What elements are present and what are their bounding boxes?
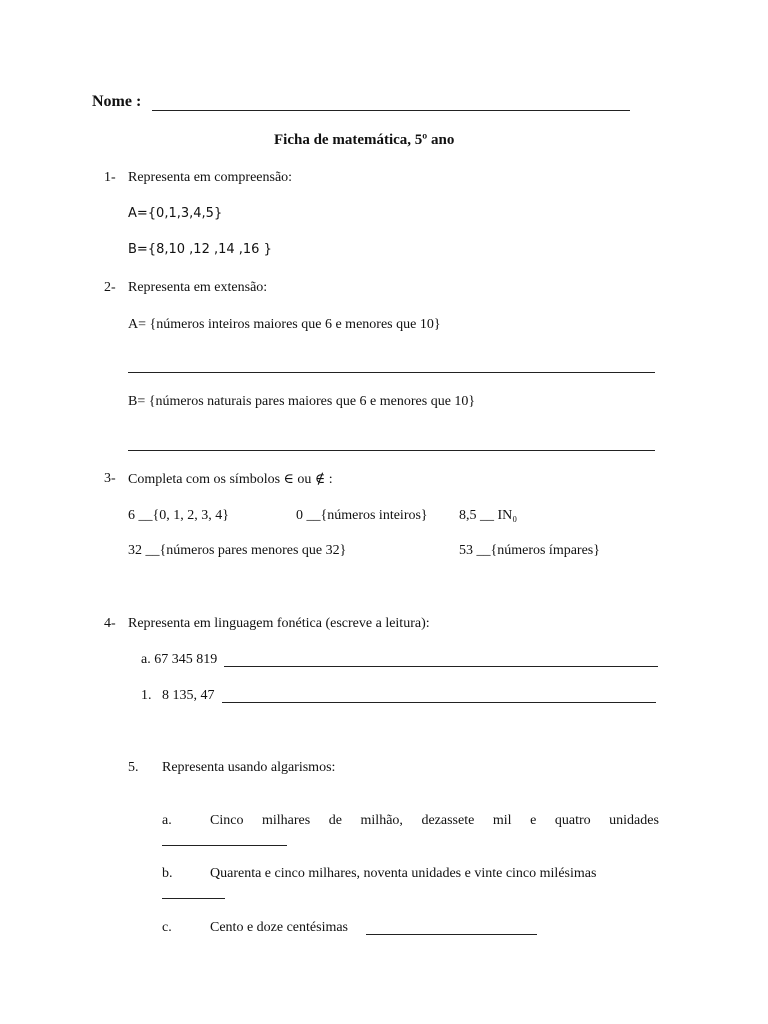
q5-item-b-label: b. (162, 866, 173, 881)
q3-item-1: 6 __{0, 1, 2, 3, 4} (128, 508, 229, 523)
q2-number: 2- (104, 280, 116, 295)
q5-item-b-text: Quarenta e cinco milhares, noventa unidades e vinte cinco milésimas (210, 866, 597, 881)
q5-item-a-text (210, 813, 659, 829)
q5-item-a-word: milhão, (360, 813, 403, 828)
q2-prompt: Representa em extensão: (128, 280, 268, 295)
q2-set-b: B= {números naturais pares maiores que 6 e menores que 10} (128, 394, 476, 409)
name-label: Nome : (92, 93, 142, 110)
q5-item-a-word: Cinco (210, 813, 244, 828)
q2-set-a: A= {números inteiros maiores que 6 e menores que 10} (128, 317, 441, 332)
q5-item-a-word: de (328, 813, 342, 828)
q2-answer-line-b[interactable] (128, 450, 655, 451)
q4-item-1-number: 1. (141, 688, 152, 703)
worksheet-title: Ficha de matemática, 5º ano (274, 132, 455, 148)
q3-prompt: Completa com os símbolos ∈ ou ∉ : (128, 472, 333, 487)
q2-answer-line-a[interactable] (128, 372, 655, 373)
q5-item-c-label: c. (162, 920, 172, 935)
q3-item-4: 32 __{números pares menores que 32} (128, 543, 347, 558)
q5-item-a-word: milhares (262, 813, 311, 828)
q4-answer-line-a[interactable] (224, 666, 658, 667)
q5-item-c-text: Cento e doze centésimas (210, 920, 349, 935)
q5-item-a-word: mil (492, 813, 512, 828)
q1-prompt: Representa em compreensão: (128, 170, 293, 185)
q1-set-a: A={0,1,3,4,5} (128, 206, 223, 221)
q4-item-1-text: 8 135, 47 (162, 688, 215, 703)
q3-item-3: 8,5 __ IN₀ (459, 508, 518, 523)
q3-item-5: 53 __{números ímpares} (459, 543, 600, 558)
q4-prompt: Representa em linguagem fonética (escreve a leitura): (128, 616, 430, 631)
q4-number: 4- (104, 616, 116, 631)
q1-number: 1- (104, 170, 116, 185)
q5-item-a-label: a. (162, 813, 172, 828)
q5-item-a-word: unidades (609, 813, 659, 828)
name-field-line[interactable] (152, 110, 630, 111)
q3-item-2: 0 __{números inteiros} (296, 508, 428, 523)
q5-answer-line-c[interactable] (366, 934, 537, 935)
q5-item-a-word: e (530, 813, 537, 828)
q5-number: 5. (128, 760, 139, 775)
q5-item-a-word: quatro (554, 813, 591, 828)
q1-set-b: B={8,10 ,12 ,14 ,16 } (128, 242, 272, 257)
q3-number: 3- (104, 471, 116, 486)
q4-answer-line-1[interactable] (222, 702, 656, 703)
q5-answer-line-a[interactable] (162, 845, 287, 846)
q5-answer-line-b[interactable] (162, 898, 225, 899)
q5-item-a-word: dezassete (421, 813, 475, 828)
q4-item-a: a. 67 345 819 (141, 652, 218, 667)
q5-prompt: Representa usando algarismos: (162, 760, 336, 775)
